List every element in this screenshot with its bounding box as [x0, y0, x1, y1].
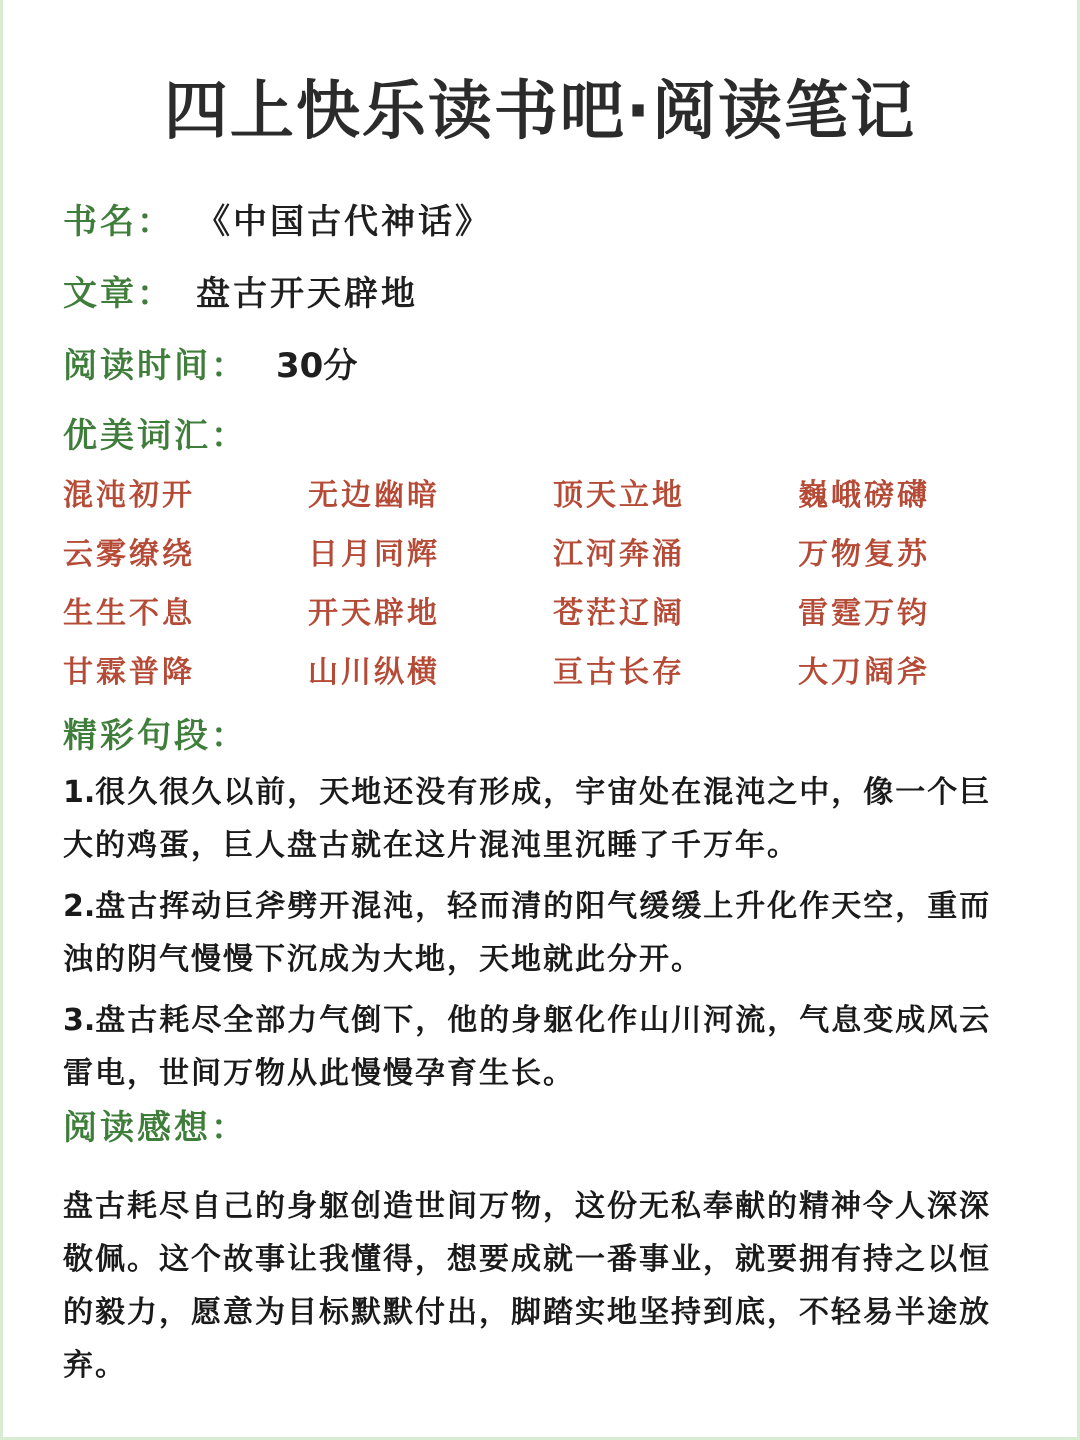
- reading-time-value: 30分: [276, 345, 358, 386]
- book-name-value: 《中国古代神话》: [196, 201, 492, 242]
- page-title: 四上快乐读书吧·阅读笔记: [163, 75, 917, 149]
- sentence-number: 3.: [63, 1003, 96, 1038]
- vocab-word: 混沌初开: [63, 478, 195, 513]
- article-row: [63, 254, 1017, 326]
- sentence-number: 2.: [63, 889, 96, 924]
- vocab-word: 苍茫辽阔: [553, 596, 685, 631]
- vocab-grid: [63, 466, 1017, 702]
- vocab-word: 甘霖普降: [63, 655, 195, 690]
- article-label: 文章：: [63, 273, 174, 314]
- sentence-text: 很久很久以前，天地还没有形成，宇宙处在混沌之中，像一个巨大的鸡蛋，巨人盘古就在这片混沌里沉睡了千万年。: [63, 775, 992, 863]
- reading-time-row: [63, 326, 1017, 398]
- article-value: 盘古开天辟地: [196, 273, 418, 314]
- reading-time-label: 阅读时间：: [63, 345, 248, 386]
- vocab-word: 顶天立地: [553, 478, 685, 513]
- vocab-word: 无边幽暗: [308, 478, 440, 513]
- vocab-word: 云雾缭绕: [63, 537, 195, 572]
- thoughts-text: 盘古耗尽自己的身躯创造世间万物，这份无私奉献的精神令人深深敬佩。这个故事让我懂得，想要成就一番事业，就要拥有持之以恒的毅力，愿意为目标默默付出，脚踏实地坚持到底，不轻易半途放弃。: [63, 1189, 991, 1383]
- sentence-text: 盘古挥动巨斧劈开混沌，轻而清的阳气缓缓上升化作天空，重而浊的阴气慢慢下沉成为大地，天地就此分开。: [63, 889, 992, 977]
- vocab-word: 大刀阔斧: [798, 655, 930, 690]
- vocab-heading: 优美词汇：: [63, 416, 248, 456]
- book-name-row: [63, 182, 1017, 254]
- book-name-label: 书名：: [63, 201, 174, 242]
- vocab-word: 开天辟地: [308, 596, 440, 631]
- sentence-text: 盘古耗尽全部力气倒下，他的身躯化作山川河流，气息变成风云雷电，世间万物从此慢慢孕育生长。: [63, 1003, 992, 1091]
- sentences-heading: 精彩句段：: [63, 716, 248, 756]
- vocab-word: 亘古长存: [553, 655, 685, 690]
- sentence-item: [63, 880, 1017, 986]
- vocab-word: 雷霆万钧: [798, 596, 930, 631]
- vocab-word: 日月同辉: [308, 537, 440, 572]
- thoughts-heading: 阅读感想：: [63, 1108, 248, 1148]
- vocab-word: 生生不息: [63, 596, 195, 631]
- sentence-item: [63, 994, 1017, 1100]
- sentence-number: 1.: [63, 775, 96, 810]
- vocab-word: 山川纵横: [308, 655, 440, 690]
- sentence-item: [63, 766, 1017, 872]
- vocab-word: 万物复苏: [798, 537, 930, 572]
- vocab-word: 江河奔涌: [553, 537, 685, 572]
- vocab-word: 巍峨磅礴: [798, 478, 930, 513]
